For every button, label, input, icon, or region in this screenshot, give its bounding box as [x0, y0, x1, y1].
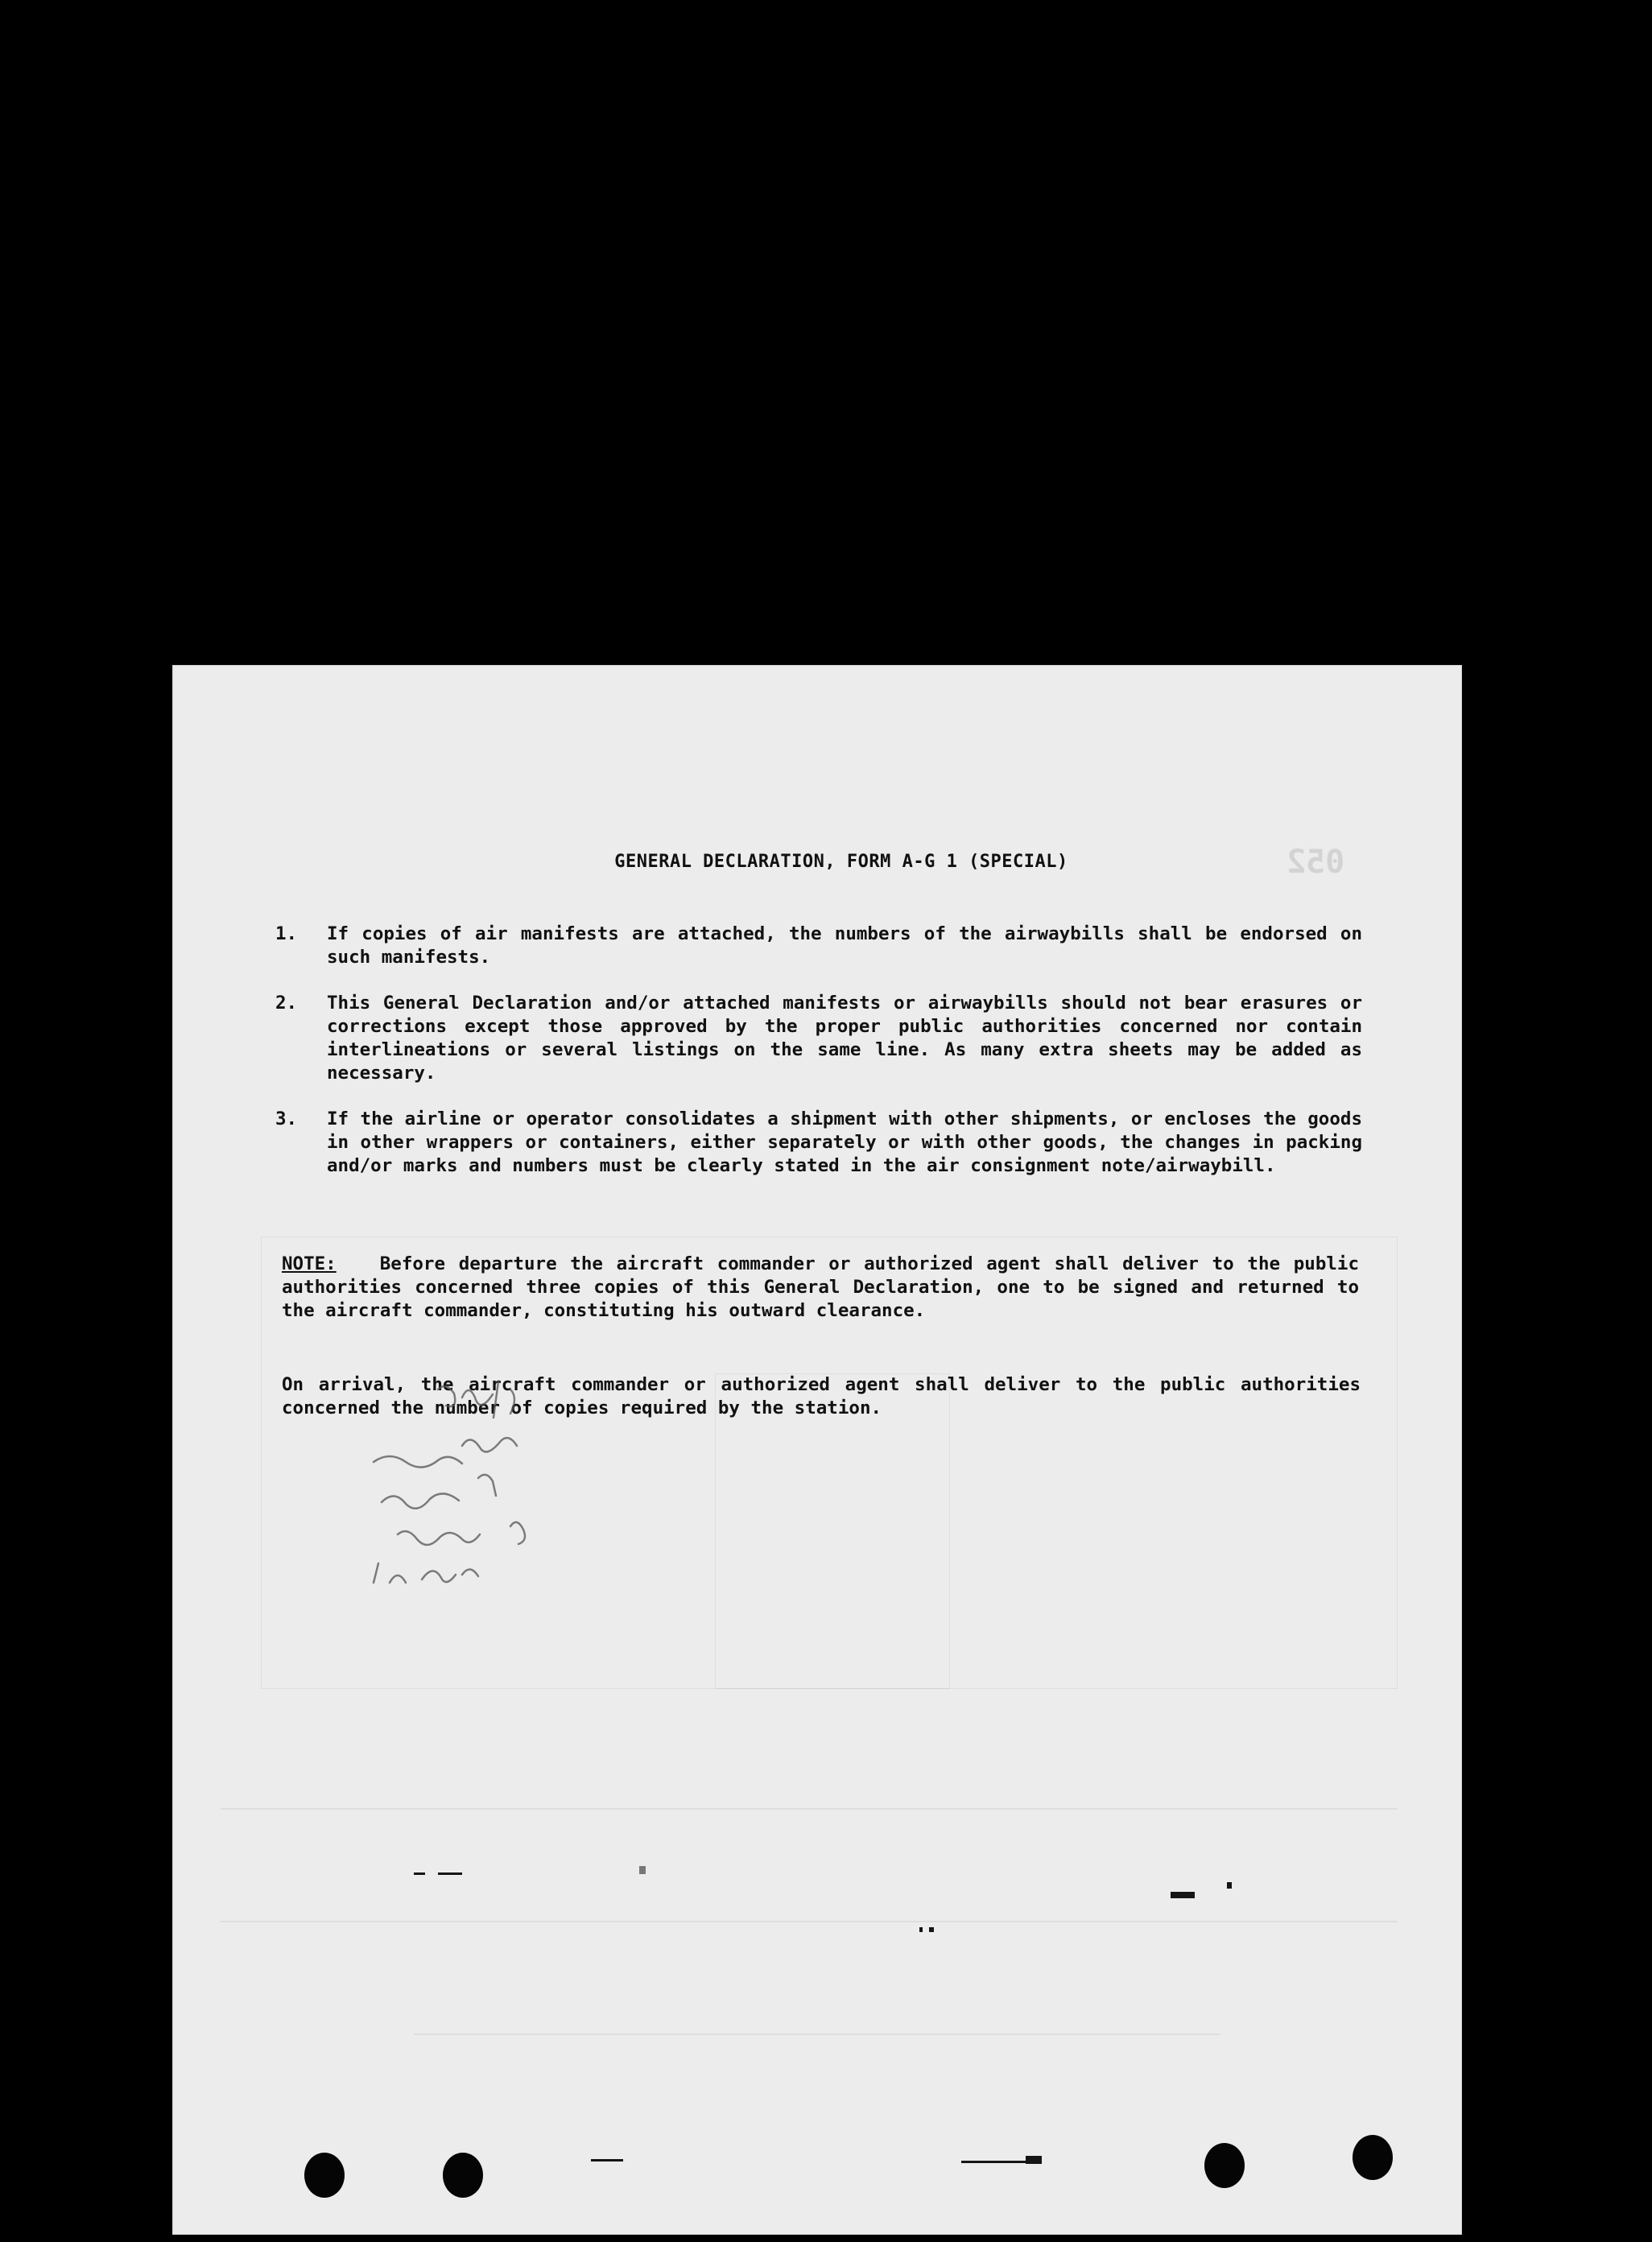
- scan-speck: [1227, 1882, 1232, 1889]
- instruction-list: [275, 923, 1362, 1200]
- form-title: GENERAL DECLARATION, FORM A-G 1 (SPECIAL): [614, 852, 1068, 872]
- bleed-through-line: [221, 1921, 1398, 1922]
- scan-speck: [639, 1866, 646, 1874]
- item-number: 1.: [275, 923, 298, 944]
- punch-hole: [443, 2153, 483, 2198]
- bleed-through-box: [715, 1373, 950, 1689]
- scan-speck: [414, 1872, 425, 1875]
- list-item: [275, 992, 1362, 1085]
- item-number: 3.: [275, 1109, 298, 1129]
- scan-speck: [929, 1927, 934, 1932]
- bleed-through-line: [221, 1808, 1398, 1810]
- list-item: [275, 923, 1362, 969]
- punch-hole: [1204, 2143, 1245, 2188]
- document-page: [172, 665, 1462, 2235]
- handwritten-notation: [341, 1373, 663, 1631]
- scan-speck: [1026, 2156, 1042, 2164]
- punch-hole: [1353, 2135, 1393, 2180]
- note-text: Before departure the aircraft commander or authorized agent shall deliver to the public authorities concerned three copies of this General Declaration, one to be signed and returned to the aircraft commander, constituting his outward clearance.: [282, 1253, 1359, 1321]
- scan-speck: [919, 1927, 923, 1932]
- scan-speck: [438, 1872, 462, 1875]
- item-number: 2.: [275, 993, 298, 1014]
- punch-hole: [304, 2153, 345, 2198]
- bleed-through-stamp: 052: [1286, 844, 1345, 881]
- item-text: If the airline or operator consolidates a shipment with other shipments, or encloses the goods in other wrappers or containers, either separately or with other goods, the changes in packing and/or marks and numbers must be clearly stated in the air consignment note/airwaybill.: [327, 1109, 1362, 1176]
- scan-speck: [591, 2159, 623, 2161]
- item-text: If copies of air manifests are attached, the numbers of the airwaybills shall be endorsed on such manifests.: [327, 923, 1362, 968]
- scan-speck: [1171, 1892, 1195, 1898]
- arrival-paragraph: On arrival, the aircraft commander or authorized agent shall deliver to the public authorities concerned the number of copies required by the station.: [282, 1374, 1361, 1418]
- scan-speck: [961, 2161, 1026, 2163]
- list-item: [275, 1108, 1362, 1178]
- note-paragraph: [282, 1253, 1359, 1323]
- bleed-through-line: [414, 2033, 1220, 2035]
- item-text: This General Declaration and/or attached manifests or airwaybills should not bear erasures or corrections except those approved by the proper public authorities concerned nor contain interlineations or several listings on the same line. As many extra sheets may be added as necessary.: [327, 993, 1362, 1084]
- note-label: NOTE:: [282, 1253, 337, 1274]
